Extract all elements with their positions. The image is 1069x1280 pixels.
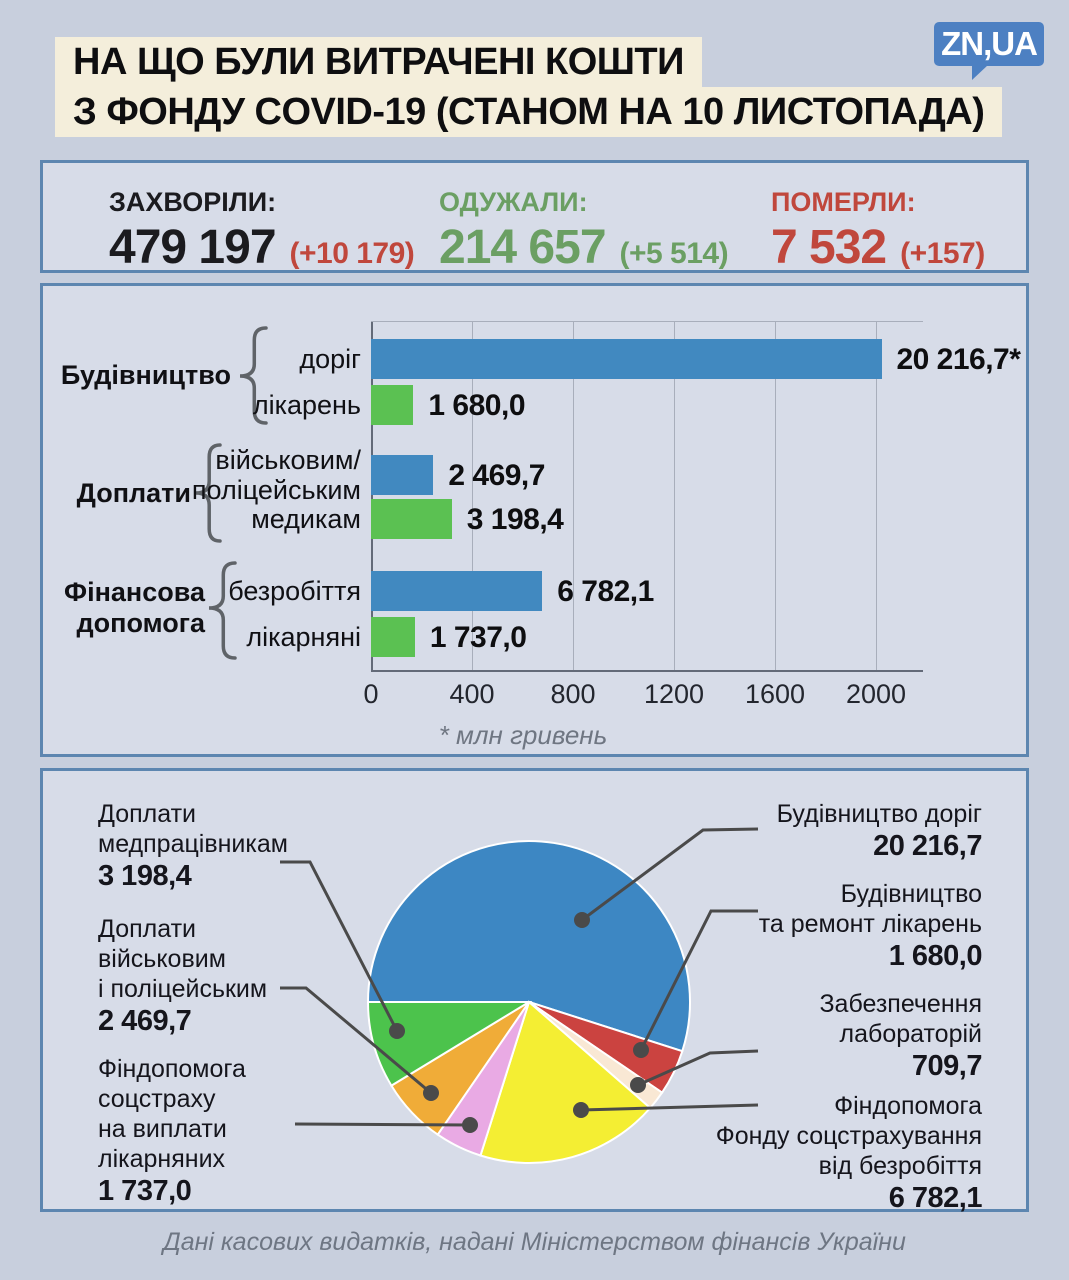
stat-recovered-delta: (+5 514) — [619, 237, 729, 270]
callout-medics: Доплати медпрацівникам 3 198,4 — [98, 800, 288, 892]
bar-label-military-police: військовим/ поліцейським — [191, 445, 361, 505]
bar-chart-panel — [40, 283, 1029, 757]
stat-recovered — [439, 187, 728, 272]
bar-hospitals — [371, 385, 413, 425]
bar-group-label-construction: Будівництво — [60, 360, 231, 390]
x-tick-label: 1200 — [643, 679, 705, 709]
stat-died-label: ПОМЕРЛИ: — [771, 187, 916, 217]
page-title-line1: НА ЩО БУЛИ ВИТРАЧЕНІ КОШТИ — [55, 37, 702, 87]
covid-stats-panel — [40, 160, 1029, 273]
callout-unemployment: Фіндопомога Фонду соцстрахування від безробіття 6 782,1 — [715, 1092, 982, 1214]
x-tick-label: 0 — [363, 679, 379, 709]
stat-infected-value: 479 197 — [109, 221, 276, 274]
stat-infected-label: ЗАХВОРІЛИ: — [109, 187, 277, 217]
zn-ua-logo: ZN,UA — [934, 22, 1044, 66]
stat-infected-delta: (+10 179) — [289, 237, 415, 270]
bar-label-medics: медикам — [251, 504, 361, 534]
bar-label-roads: доріг — [299, 344, 361, 374]
callout-line-sick-pay — [295, 1124, 470, 1125]
bar-value-roads: 20 216,7* — [896, 343, 1021, 376]
bar-value-sick-pay: 1 737,0 — [429, 621, 527, 654]
axis-unit-note: * млн гривень — [438, 720, 608, 750]
bar-value-unemployment: 6 782,1 — [557, 575, 654, 608]
callout-military: Доплати військовим і поліцейським 2 469,7 — [98, 915, 268, 1037]
x-tick-label: 400 — [449, 679, 495, 709]
stat-recovered-label: ОДУЖАЛИ: — [439, 187, 588, 217]
x-tick-label: 800 — [550, 679, 596, 709]
bar-group-label-fin-aid: Фінансова допомога — [64, 577, 205, 638]
page-title-line2: З ФОНДУ COVID-19 (СТАНОМ НА 10 ЛИСТОПАДА) — [55, 87, 1002, 137]
bar-roads — [371, 339, 882, 379]
bar-label-hospitals: лікарень — [252, 390, 361, 420]
zn-ua-logo-tail — [972, 65, 988, 80]
callout-labs: Забезпечення лабораторій 709,7 — [819, 990, 982, 1082]
pie-chart-panel — [40, 768, 1029, 1212]
x-tick-label: 2000 — [845, 679, 907, 709]
stat-died — [771, 187, 985, 272]
bar-military-police — [371, 455, 433, 495]
stat-died-value: 7 532 — [771, 221, 887, 274]
stat-recovered-value: 214 657 — [439, 221, 606, 274]
bar-label-unemployment: безробіття — [228, 576, 361, 606]
bar-value-hospitals: 1 680,0 — [428, 389, 525, 422]
bar-medics — [371, 499, 452, 539]
data-source-note: Дані касових видатків, надані Міністерством фінансів України — [163, 1228, 906, 1256]
pie-slices — [368, 841, 690, 1163]
callout-sick-pay: Фіндопомога соцстраху на виплати лікарняних 1 737,0 — [98, 1055, 246, 1207]
bar-sick-pay — [371, 617, 415, 657]
bar-value-military-police: 2 469,7 — [448, 459, 545, 492]
bar-group-label-bonuses: Доплати — [76, 478, 191, 508]
stat-died-delta: (+157) — [900, 237, 985, 270]
callout-roads: Будівництво доріг 20 216,7 — [776, 800, 982, 862]
bar-unemployment — [371, 571, 542, 611]
bar-label-sick-pay: лікарняні — [246, 622, 361, 652]
callout-hospitals: Будівництво та ремонт лікарень 1 680,0 — [758, 880, 982, 972]
x-tick-label: 1600 — [744, 679, 806, 709]
bar-value-medics: 3 198,4 — [466, 503, 564, 536]
stat-infected — [109, 187, 414, 272]
